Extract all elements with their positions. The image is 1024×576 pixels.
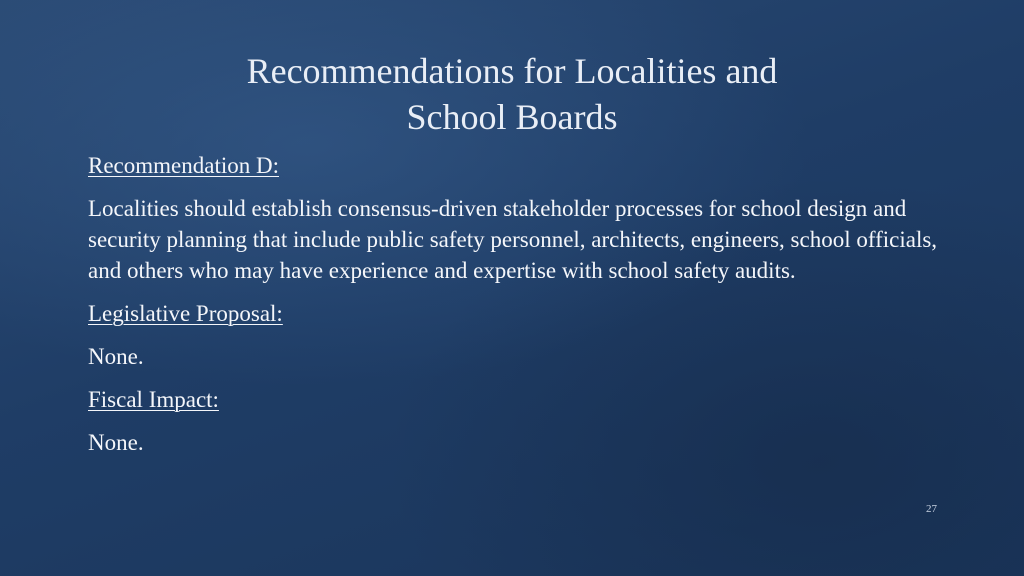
spacer (88, 415, 948, 427)
recommendation-heading: Recommendation D: (88, 153, 279, 178)
recommendation-text: Localities should establish consensus-driven stakeholder processes for school design and security planning that include public safety personnel, architects, engineers, school officials, and others who may have experience and expertise with school safety audits. (88, 196, 938, 283)
spacer (88, 181, 948, 193)
slide-body (88, 150, 948, 458)
slide-title-line-1: Recommendations for Localities and (246, 51, 778, 91)
legislative-proposal-heading: Legislative Proposal: (88, 301, 283, 326)
fiscal-impact-value: None. (88, 430, 144, 455)
fiscal-impact-heading: Fiscal Impact: (88, 387, 219, 412)
spacer (88, 286, 948, 298)
spacer (88, 329, 948, 341)
spacer (88, 372, 948, 384)
legislative-proposal-value: None. (88, 344, 144, 369)
page-number: 27 (926, 503, 937, 515)
slide-title (112, 48, 912, 140)
slide-title-line-2: School Boards (406, 97, 618, 137)
